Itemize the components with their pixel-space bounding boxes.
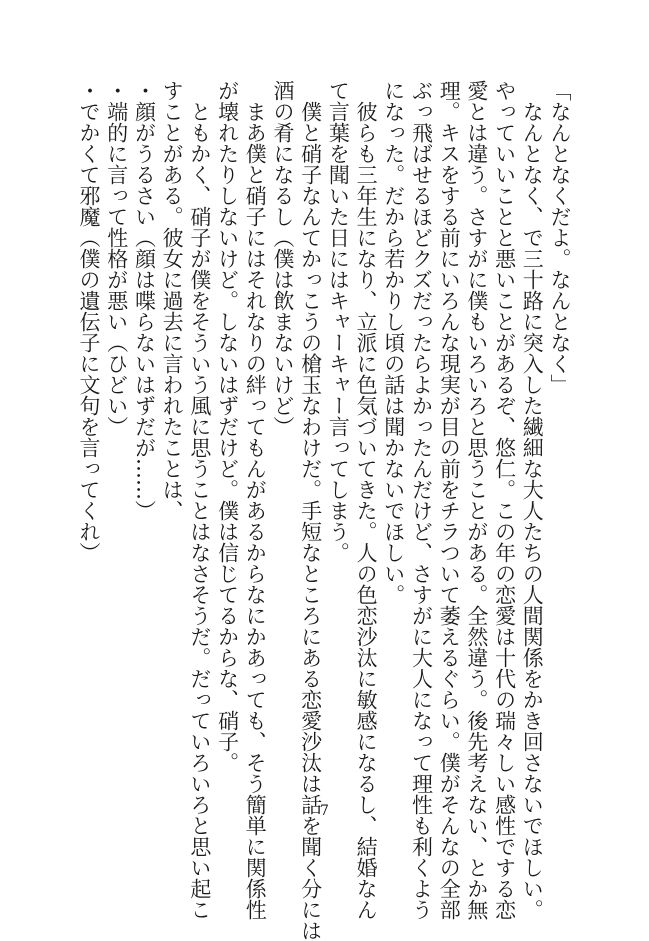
list-item: ・でかくて邪魔（僕の遺伝子に文句を言ってくれ） (77, 80, 102, 563)
text-line: ぶっ飛ばせるほどクズだったらよかったんだけど、さすがに大人になって理性も利くよう (409, 80, 434, 920)
text-line: やっていいことと悪いことがあるぞ、悠仁。この年の恋愛は十代の瑞々しい感性でする恋 (492, 80, 517, 920)
text-line: 酒の肴になるし（僕は飲まないけど） (270, 80, 295, 437)
text-line: 愛とは違う。さすがに僕もいろいろと思うことがある。全然違う。後先考えない、とか無 (464, 80, 489, 920)
text-line: 理。キスをする前にいろんな現実が目の前をチラついて萎えるぐらい。僕がそんなの全部 (437, 80, 462, 920)
body-text (73, 80, 573, 941)
list-item: ・端的に言って性格が悪い（ひどい） (104, 80, 129, 437)
text-line: 「なんとなくだよ。なんとなく」 (548, 80, 572, 395)
text-line: が壊れたりしないけど。しないはずだけど。僕は信じてるからな、硝子。 (215, 80, 240, 773)
list-item: ・顔がうるさい（顔は喋らないはずだが……） (132, 80, 157, 521)
text-line: すことがある。彼女に過去に言われたことは、 (160, 80, 185, 521)
text-line: ともかく、硝子が僕をそういう風に思うことはなさそうだ。だっていろいろと思い起こ (187, 80, 212, 920)
page-number: 7 (320, 803, 329, 819)
text-line: 彼らも三年生になり、立派に色気づいてきた。人の色恋沙汰に敏感になるし、結婚なん (354, 80, 379, 920)
text-line: になった。だから若かりし頃の話は聞かないでほしい。 (381, 80, 406, 605)
text-line: なんとなく、で三十路に突入した繊細な大人たちの人間関係をかき回さないでほしい。 (520, 80, 545, 920)
text-line: て言葉を聞いた日にはキャーキャー言ってしまう。 (326, 80, 351, 563)
text-line: 僕と硝子なんてかっこうの槍玉なわけだ。手短なところにある恋愛沙汰は話を聞く分には (298, 80, 323, 941)
text-line: まあ僕と硝子にはそれなりの絆ってもんがあるからなにかあっても、そう簡単に関係性 (243, 80, 268, 920)
